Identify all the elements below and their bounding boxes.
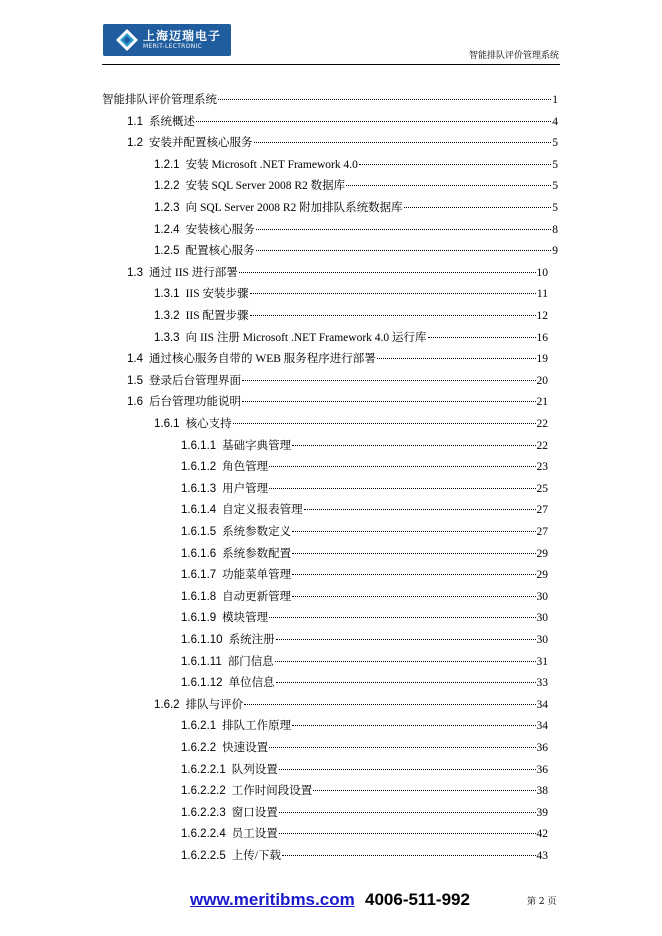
toc-entry-page: 29 <box>536 547 548 560</box>
toc-entry-page: 1 <box>552 94 558 106</box>
toc-dot-leader <box>233 423 536 424</box>
toc-entry[interactable] <box>181 524 548 540</box>
toc-entry-page: 34 <box>536 698 548 711</box>
toc-entry[interactable] <box>181 438 548 454</box>
toc-entry-title: 快速设置 <box>222 742 269 754</box>
toc-entry-number: 1.5 <box>127 374 143 387</box>
toc-entry-title: 向 SQL Server 2008 R2 附加排队系统数据库 <box>185 202 403 214</box>
toc-entry-number: 1.6.2.2.3 <box>181 806 226 819</box>
toc-entry-number: 1.6.1.7 <box>181 569 217 582</box>
header-title: 智能排队评价管理系统 <box>468 51 559 61</box>
toc-entry-page: 16 <box>536 331 548 344</box>
toc-entry-number: 1.2 <box>127 137 143 150</box>
toc-entry-number: 1.6.1.10 <box>181 634 223 646</box>
toc-entry-number: 1.2.3 <box>154 202 180 214</box>
toc-dot-leader <box>292 531 535 532</box>
toc-entry[interactable] <box>154 157 558 173</box>
toc-entry[interactable] <box>181 567 548 583</box>
toc-dot-leader <box>377 358 536 359</box>
company-logo <box>103 24 231 56</box>
toc-dot-leader <box>279 833 536 834</box>
toc-entry-page: 31 <box>536 655 548 668</box>
toc-entry-title: IIS 安装步骤 <box>185 288 249 301</box>
toc-entry-page: 20 <box>536 374 548 387</box>
toc-entry-number: 1.6.2 <box>154 698 180 711</box>
toc-entry-number: 1.4 <box>127 353 143 366</box>
toc-dot-leader <box>279 812 536 813</box>
toc-entry-title: 智能排队评价管理系统 <box>102 94 217 106</box>
toc-entry-title: 系统参数配置 <box>222 547 292 560</box>
toc-entry[interactable] <box>154 243 558 259</box>
toc-entry-number: 1.6.2.2.5 <box>181 850 226 862</box>
toc-entry-page: 30 <box>536 634 548 646</box>
toc-entry-number: 1.6.2.2.1 <box>181 763 226 776</box>
toc-dot-leader <box>269 747 535 748</box>
toc-entry-page: 30 <box>536 612 548 625</box>
toc-dot-leader <box>242 401 536 402</box>
toc-entry-page: 30 <box>536 590 548 603</box>
toc-entry[interactable] <box>181 632 548 648</box>
toc-dot-leader <box>254 142 552 143</box>
toc-entry[interactable] <box>181 502 548 518</box>
logo-icon <box>115 28 139 52</box>
toc-entry-title: 安装并配置核心服务 <box>149 137 253 150</box>
toc-entry[interactable] <box>127 394 548 410</box>
toc-entry[interactable] <box>127 135 558 151</box>
toc-entry-number: 1.2.2 <box>154 180 180 193</box>
toc-entry-title: 后台管理功能说明 <box>149 396 241 409</box>
toc-entry-page: 38 <box>536 785 548 798</box>
toc-entry-number: 1.6.2.2 <box>181 742 217 754</box>
toc-entry[interactable] <box>181 589 548 605</box>
toc-entry-page: 10 <box>536 266 548 279</box>
toc-entry-page: 27 <box>536 504 548 517</box>
footer-phone: 4006-511-992 <box>365 890 470 909</box>
toc-entry-number: 1.2.4 <box>154 223 180 236</box>
toc-entry-number: 1.6.2.1 <box>181 720 217 733</box>
toc-entry[interactable] <box>181 783 548 799</box>
toc-entry-number: 1.6.1.8 <box>181 590 217 603</box>
toc-dot-leader <box>346 185 551 186</box>
toc-dot-leader <box>256 229 552 230</box>
toc-entry-page: 33 <box>536 677 548 690</box>
toc-entry-number: 1.2.1 <box>154 158 180 171</box>
toc-entry-title: 安装 SQL Server 2008 R2 数据库 <box>185 180 346 193</box>
toc-entry-title: 通过核心服务自带的 WEB 服务程序进行部署 <box>149 353 376 366</box>
toc-entry[interactable] <box>181 610 548 626</box>
logo-chinese-name: 上海迈瑞电子 <box>143 29 222 43</box>
toc-dot-leader <box>276 639 536 640</box>
toc-dot-leader <box>269 488 535 489</box>
toc-entry-page: 21 <box>536 396 548 409</box>
toc-dot-leader <box>292 445 535 446</box>
toc-dot-leader <box>292 725 535 726</box>
toc-entry-title: 安装 Microsoft .NET Framework 4.0 <box>185 158 358 171</box>
toc-entry[interactable] <box>181 805 548 821</box>
toc-dot-leader <box>304 509 536 510</box>
toc-entry-number: 1.6.1.9 <box>181 612 217 625</box>
toc-dot-leader <box>292 596 535 597</box>
toc-dot-leader <box>244 704 535 705</box>
toc-entry-number: 1.6.2.2.2 <box>181 785 226 798</box>
footer-page-number: 第 2 页 <box>527 897 557 907</box>
toc-entry-page: 8 <box>552 223 558 236</box>
toc-entry[interactable] <box>181 654 548 670</box>
toc-entry-title: 功能菜单管理 <box>222 569 292 582</box>
toc-dot-leader <box>275 661 536 662</box>
toc-entry-title: 核心支持 <box>185 418 232 430</box>
toc-entry-title: 配置核心服务 <box>185 245 255 258</box>
toc-entry[interactable] <box>181 481 548 497</box>
toc-entry[interactable] <box>127 351 548 367</box>
toc-entry-title: 系统注册 <box>228 634 275 646</box>
toc-entry-title: IIS 配置步骤 <box>185 310 249 322</box>
toc-entry-page: 4 <box>552 115 558 128</box>
toc-entry[interactable] <box>154 308 548 324</box>
toc-entry-page: 23 <box>536 461 548 474</box>
toc-dot-leader <box>269 617 535 618</box>
toc-entry-number: 1.3.1 <box>154 288 180 301</box>
toc-entry-title: 登录后台管理界面 <box>149 374 241 387</box>
toc-entry-title: 模块管理 <box>222 612 269 625</box>
toc-entry-title: 自动更新管理 <box>222 590 292 603</box>
toc-entry-title: 用户管理 <box>222 482 269 495</box>
toc-entry-number: 1.6.1.11 <box>181 655 222 668</box>
toc-entry-page: 36 <box>536 742 548 754</box>
toc-entry-page: 43 <box>536 850 548 862</box>
toc-entry-number: 1.1 <box>127 115 143 128</box>
toc-entry-page: 27 <box>536 526 548 538</box>
toc-entry-number: 1.6.1.4 <box>181 504 217 517</box>
toc-entry[interactable] <box>154 330 548 346</box>
toc-dot-leader <box>242 380 536 381</box>
header-divider <box>102 64 560 65</box>
toc-entry-title: 基础字典管理 <box>222 439 292 452</box>
toc-dot-leader <box>276 682 536 683</box>
toc-dot-leader <box>250 293 536 294</box>
toc-entry-number: 1.3 <box>127 266 143 279</box>
toc-entry-page: 5 <box>552 202 558 214</box>
toc-entry-page: 11 <box>536 288 548 301</box>
toc-dot-leader <box>282 855 536 856</box>
toc-dot-leader <box>404 207 552 208</box>
toc-entry-number: 1.3.2 <box>154 310 180 322</box>
toc-entry-title: 单位信息 <box>228 677 275 690</box>
toc-dot-leader <box>269 466 535 467</box>
toc-entry-title: 通过 IIS 进行部署 <box>149 266 238 279</box>
toc-entry-page: 36 <box>536 763 548 776</box>
toc-dot-leader <box>218 99 551 100</box>
toc-entry-page: 12 <box>536 310 548 322</box>
toc-entry[interactable] <box>181 546 548 562</box>
toc-entry-number: 1.6.1.2 <box>181 461 217 474</box>
toc-entry-title: 角色管理 <box>222 461 269 474</box>
toc-dot-leader <box>250 315 536 316</box>
toc-entry-number: 1.6 <box>127 396 143 409</box>
toc-dot-leader <box>313 790 535 791</box>
toc-entry[interactable] <box>154 178 558 194</box>
toc-entry[interactable] <box>181 848 548 864</box>
toc-entry-number: 1.6.1.12 <box>181 677 223 690</box>
toc-entry[interactable] <box>181 459 548 475</box>
logo-english-name: MERIT-LECTRONIC <box>143 43 203 50</box>
toc-entry-page: 39 <box>536 806 548 819</box>
toc-entry-page: 29 <box>536 569 548 582</box>
toc-entry-title: 向 IIS 注册 Microsoft .NET Framework 4.0 运行库 <box>185 331 427 344</box>
toc-dot-leader <box>359 164 551 165</box>
toc-entry-title: 工作时间段设置 <box>231 785 313 798</box>
toc-entry[interactable] <box>154 416 548 432</box>
toc-entry-title: 系统参数定义 <box>222 526 292 538</box>
toc-entry-page: 34 <box>536 720 548 733</box>
toc-entry[interactable] <box>127 373 548 389</box>
toc-entry-title: 系统概述 <box>149 115 195 128</box>
toc-entry-title: 队列设置 <box>231 763 278 776</box>
toc-entry[interactable] <box>154 697 548 713</box>
toc-entry[interactable] <box>181 740 548 756</box>
toc-entry[interactable] <box>181 762 548 778</box>
toc-entry-title: 安装核心服务 <box>185 223 255 236</box>
toc-entry[interactable] <box>181 826 548 842</box>
toc-entry-page: 22 <box>536 439 548 452</box>
toc-dot-leader <box>239 272 536 273</box>
toc-entry-title: 自定义报表管理 <box>222 504 303 517</box>
toc-entry-title: 窗口设置 <box>231 806 278 819</box>
footer-website-link[interactable]: www.meritibms.com <box>190 890 355 909</box>
toc-dot-leader <box>256 250 552 251</box>
toc-entry-page: 25 <box>536 482 548 495</box>
toc-entry[interactable] <box>181 675 548 691</box>
toc-entry-title: 上传/下载 <box>231 850 281 862</box>
toc-entry-number: 1.6.1.1 <box>181 439 217 452</box>
toc-entry[interactable] <box>127 114 558 130</box>
toc-dot-leader <box>428 337 536 338</box>
toc-entry-number: 1.6.1 <box>154 418 180 430</box>
toc-entry-title: 排队工作原理 <box>222 720 292 733</box>
toc-entry-number: 1.6.1.3 <box>181 482 217 495</box>
toc-entry-number: 1.6.1.6 <box>181 547 217 560</box>
toc-entry-title: 排队与评价 <box>185 698 244 711</box>
toc-entry-title: 部门信息 <box>227 655 274 668</box>
toc-entry[interactable] <box>154 222 558 238</box>
toc-entry-number: 1.6.1.5 <box>181 526 217 538</box>
toc-dot-leader <box>279 769 536 770</box>
toc-entry-number: 1.3.3 <box>154 331 180 344</box>
toc-entry-page: 5 <box>552 158 558 171</box>
toc-entry-page: 42 <box>536 828 548 841</box>
toc-entry[interactable] <box>102 92 558 108</box>
toc-entry-page: 5 <box>552 137 558 150</box>
toc-entry-page: 19 <box>536 353 548 366</box>
toc-entry[interactable] <box>154 286 548 302</box>
toc-entry[interactable] <box>181 718 548 734</box>
toc-entry[interactable] <box>127 265 548 281</box>
toc-entry-page: 9 <box>552 245 558 258</box>
toc-dot-leader <box>196 121 551 122</box>
toc-entry-number: 1.6.2.2.4 <box>181 828 226 841</box>
toc-entry-page: 22 <box>536 418 548 430</box>
toc-entry-number: 1.2.5 <box>154 245 180 258</box>
toc-dot-leader <box>292 574 535 575</box>
toc-dot-leader <box>292 553 535 554</box>
toc-entry-title: 员工设置 <box>231 828 278 841</box>
toc-entry-page: 5 <box>552 180 558 193</box>
toc-entry[interactable] <box>154 200 558 216</box>
